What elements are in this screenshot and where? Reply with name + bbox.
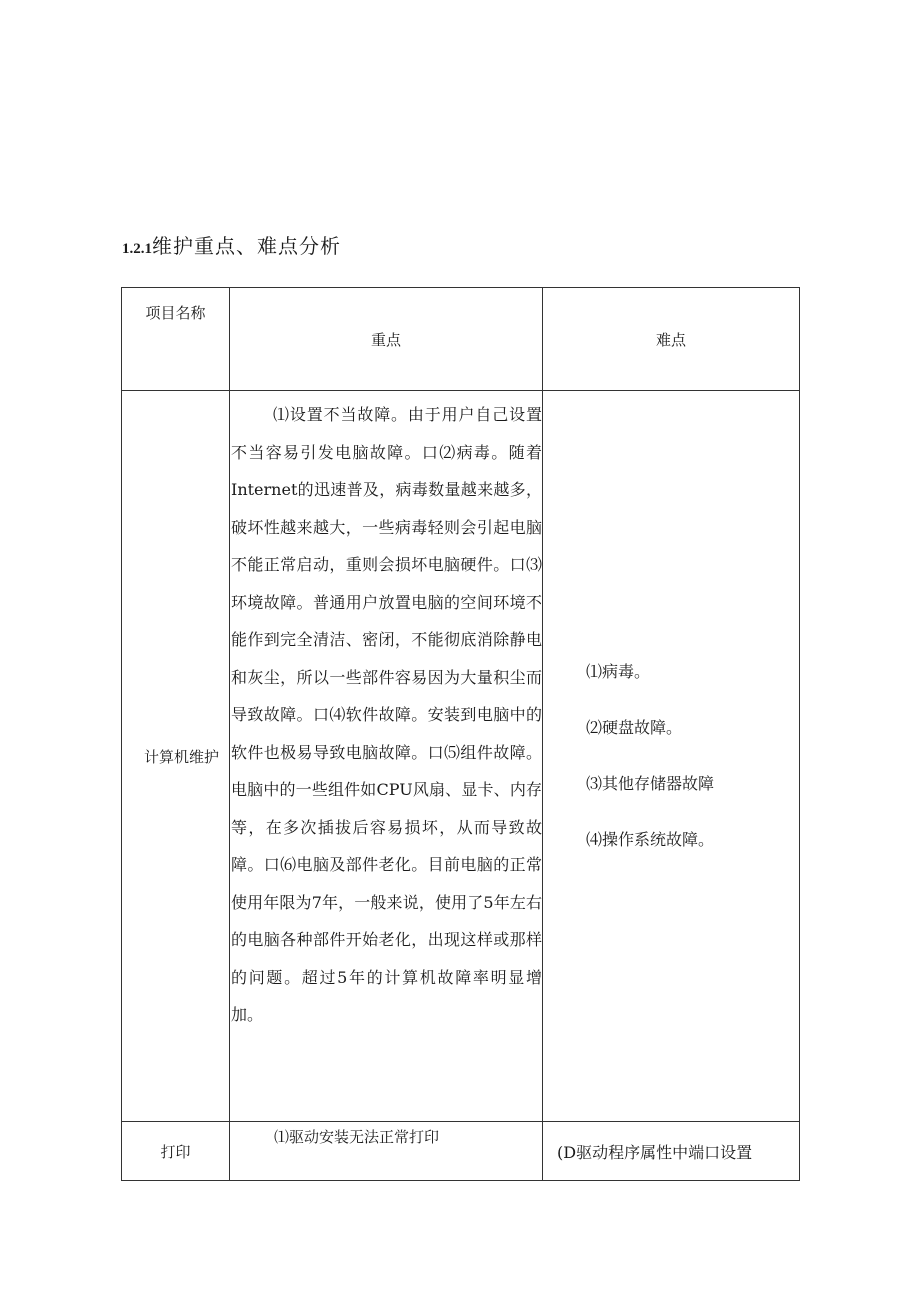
header-project-name: 项目名称 bbox=[122, 288, 230, 391]
row-key-points-print: ⑴驱动安装无法正常打印 bbox=[230, 1122, 543, 1181]
section-number: 1.2.1 bbox=[122, 241, 152, 257]
section-title: 维护重点、难点分析 bbox=[152, 234, 341, 258]
difficulty-item: ⑵硬盘故障。 bbox=[586, 718, 683, 737]
row-name-computer-maintenance: 计算机维护 bbox=[122, 391, 230, 1122]
difficulty-item: ⑴病毒。 bbox=[586, 662, 651, 681]
row-difficulties-computer-maintenance bbox=[543, 391, 800, 1122]
row-name-print: 打印 bbox=[122, 1122, 230, 1181]
section-heading bbox=[122, 230, 341, 259]
analysis-table bbox=[121, 287, 800, 1181]
table-row bbox=[122, 391, 800, 1122]
table-row bbox=[122, 1122, 800, 1181]
row-difficulties-print: (D驱动程序属性中端口设置 bbox=[543, 1122, 800, 1181]
key-points-text: ⑴设置不当故障。由于用户自己设置不当容易引发电脑故障。口⑵病毒。随着Internet的迅速普及，病毒数量越来越多，破坏性越来越大，一些病毒轻则会引起电脑不能正常启动，重则会损坏电脑硬件。口⑶环境故障。普通用户放置电脑的空间环境不能作到完全清洁、密闭，不能彻底消除静电和灰尘，所以一些部件容易因为大量积尘而导致故障。口⑷软件故障。安装到电脑中的软件也极易导致电脑故障。口⑸组件故障。电脑中的一些组件如CPU风扇、显卡、内存等，在多次插拔后容易损坏，从而导致故障。口⑹电脑及部件老化。目前电脑的正常使用年限为7年，一般来说，使用了5年左右的电脑各种部件开始老化，出现这样或那样的问题。超过5年的计算机故障率明显增加。 bbox=[231, 405, 542, 1024]
header-difficulties: 难点 bbox=[543, 288, 800, 391]
row-key-points-computer-maintenance bbox=[230, 391, 543, 1122]
header-key-points: 重点 bbox=[230, 288, 543, 391]
difficulty-item: ⑷操作系统故障。 bbox=[586, 830, 715, 849]
difficulty-item: ⑶其他存储器故障 bbox=[586, 774, 715, 793]
table-header-row bbox=[122, 288, 800, 391]
